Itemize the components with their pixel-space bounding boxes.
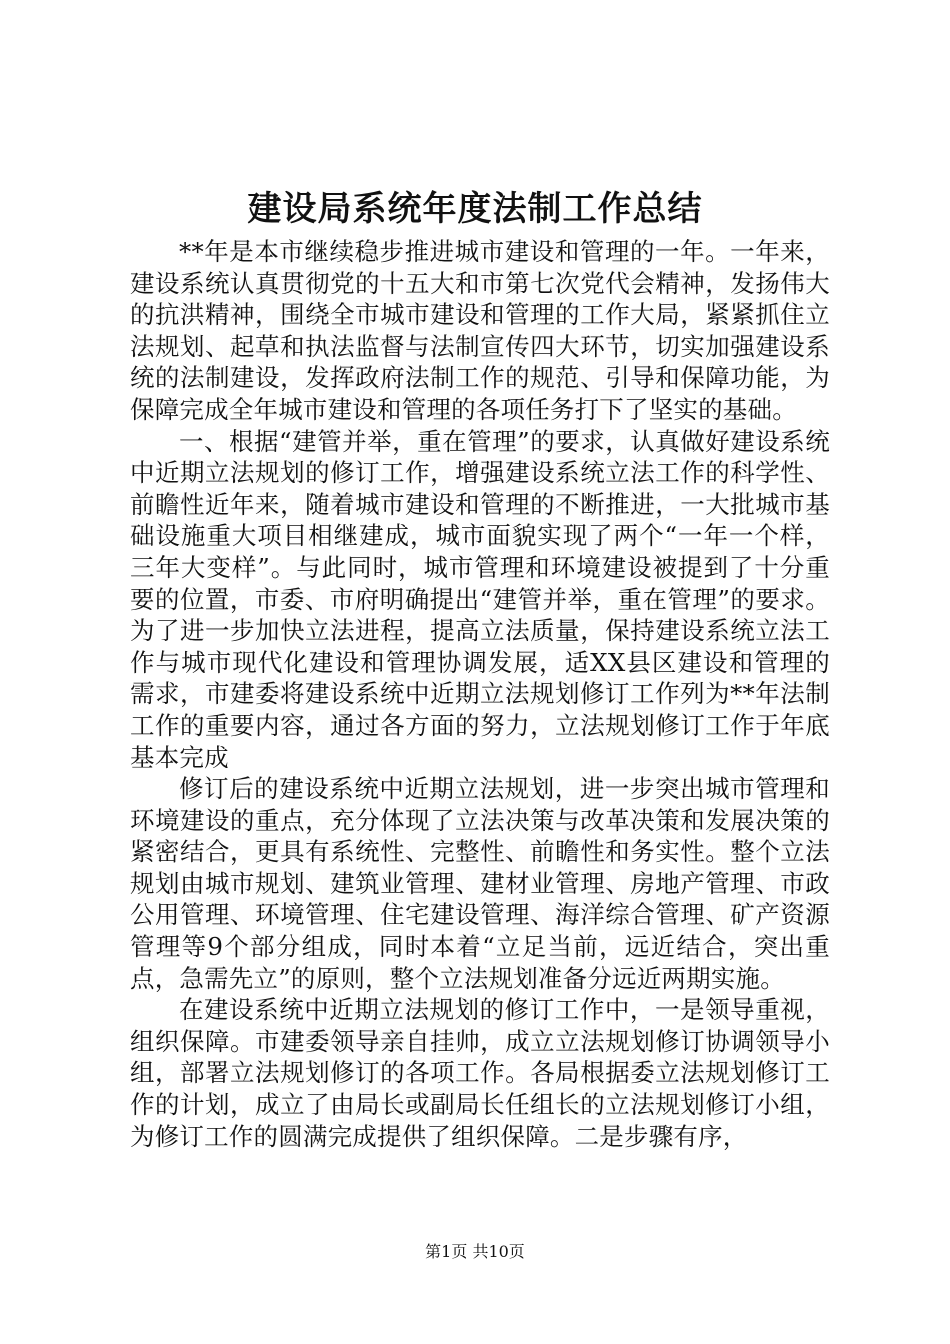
- paragraph-4: 在建设系统中近期立法规划的修订工作中，一是领导重视，组织保障。市建委领导亲自挂帅，成立立法规划修订协调领导小组，部署立法规划修订的各项工作。各局根据委立法规划修订工作的计划，成立了由局长或副局长任组长的立法规划修订小组，为修订工作的圆满完成提供了组织保障。二是步骤有序，: [130, 995, 830, 1151]
- document-body: [130, 236, 830, 1152]
- paragraph-3: 修订后的建设系统中近期立法规划，进一步突出城市管理和环境建设的重点，充分体现了立法决策与改革决策和发展决策的紧密结合，更具有系统性、完整性、前瞻性和务实性。整个立法规划由城市规划、建筑业管理、建材业管理、房地产管理、市政公用管理、环境管理、住宅建设管理、海洋综合管理、矿产资源管理等9个部分组成，同时本着“立足当前，远近结合，突出重点，急需先立”的原则，整个立法规划准备分远近两期实施。: [130, 774, 830, 993]
- document-title: 建设局系统年度法制工作总结: [247, 189, 703, 229]
- paragraph-1: **年是本市继续稳步推进城市建设和管理的一年。一年来，建设系统认真贯彻党的十五大和市第七次党代会精神，发扬伟大的抗洪精神，围绕全市城市建设和管理的工作大局，紧紧抓住立法规划、起草和执法监督与法制宣传四大环节，切实加强建设系统的法制建设，发挥政府法制工作的规范、引导和保障功能，为保障完成全年城市建设和管理的各项任务打下了坚实的基础。: [130, 237, 830, 424]
- paragraph-2: 一、根据“建管并举，重在管理”的要求，认真做好建设系统中近期立法规划的修订工作，增强建设系统立法工作的科学性、前瞻性近年来，随着城市建设和管理的不断推进，一大批城市基础设施重大项目相继建成，城市面貌实现了两个“一年一个样，三年大变样”。与此同时，城市管理和环境建设被提到了十分重要的位置，市委、市府明确提出“建管并举，重在管理”的要求。为了进一步加快立法进程，提高立法质量，保持建设系统立法工作与城市现代化建设和管理协调发展，适XX县区建设和管理的需求，市建委将建设系统中近期立法规划修订工作列为**年法制工作的重要内容，通过各方面的努力，立法规划修订工作于年底基本完成: [130, 426, 830, 772]
- page-number: 第1页 共10页: [425, 1242, 525, 1261]
